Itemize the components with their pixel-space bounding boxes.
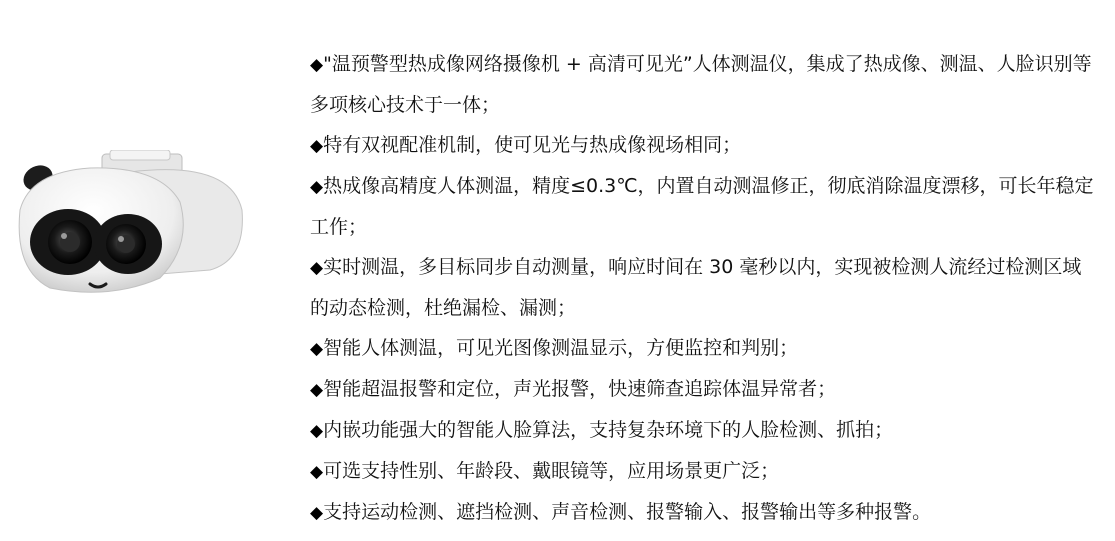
feature-item <box>310 247 1100 328</box>
diamond-bullet-icon: ◆ <box>310 462 324 482</box>
feature-text: 智能人体测温，可见光图像测温显示，方便监控和判别； <box>323 337 799 359</box>
feature-item <box>310 328 1100 369</box>
feature-text: 实时测温，多目标同步自动测量，响应时间在 30 毫秒以内，实现被检测人流经过检测区域的动态检测，杜绝漏检、漏测； <box>310 256 1082 319</box>
feature-text: 特有双视配准机制，使可见光与热成像视场相同； <box>323 134 742 156</box>
feature-item <box>310 410 1100 451</box>
feature-text: 热成像高精度人体测温，精度≤0.3℃，内置自动测温修正，彻底消除温度漂移，可长年稳定工作； <box>310 175 1094 238</box>
diamond-bullet-icon: ◆ <box>310 503 324 523</box>
diamond-bullet-icon: ◆ <box>310 339 324 359</box>
feature-item <box>310 166 1100 247</box>
feature-text: 内嵌功能强大的智能人脸算法，支持复杂环境下的人脸检测、抓拍； <box>323 419 894 441</box>
feature-text: 智能超温报警和定位，声光报警，快速筛查追踪体温异常者； <box>323 378 837 400</box>
feature-item <box>310 369 1100 410</box>
feature-text: "温预警型热成像网络摄像机 + 高清可见光”人体测温仪，集成了热成像、测温、人脸识别等多项核心技术于一体； <box>310 53 1092 116</box>
feature-item <box>310 451 1100 492</box>
diamond-bullet-icon: ◆ <box>310 136 324 156</box>
diamond-bullet-icon: ◆ <box>310 55 324 75</box>
diamond-bullet-icon: ◆ <box>310 421 324 441</box>
thermal-camera-image <box>10 150 250 310</box>
diamond-bullet-icon: ◆ <box>310 380 324 400</box>
feature-item <box>310 44 1100 125</box>
feature-text: 可选支持性别、年龄段、戴眼镜等，应用场景更广泛； <box>323 460 780 482</box>
feature-text: 支持运动检测、遮挡检测、声音检测、报警输入、报警输出等多种报警。 <box>323 501 932 523</box>
feature-list <box>310 44 1100 533</box>
feature-item <box>310 492 1100 533</box>
diamond-bullet-icon: ◆ <box>310 177 324 197</box>
feature-item <box>310 125 1100 166</box>
diamond-bullet-icon: ◆ <box>310 258 324 278</box>
